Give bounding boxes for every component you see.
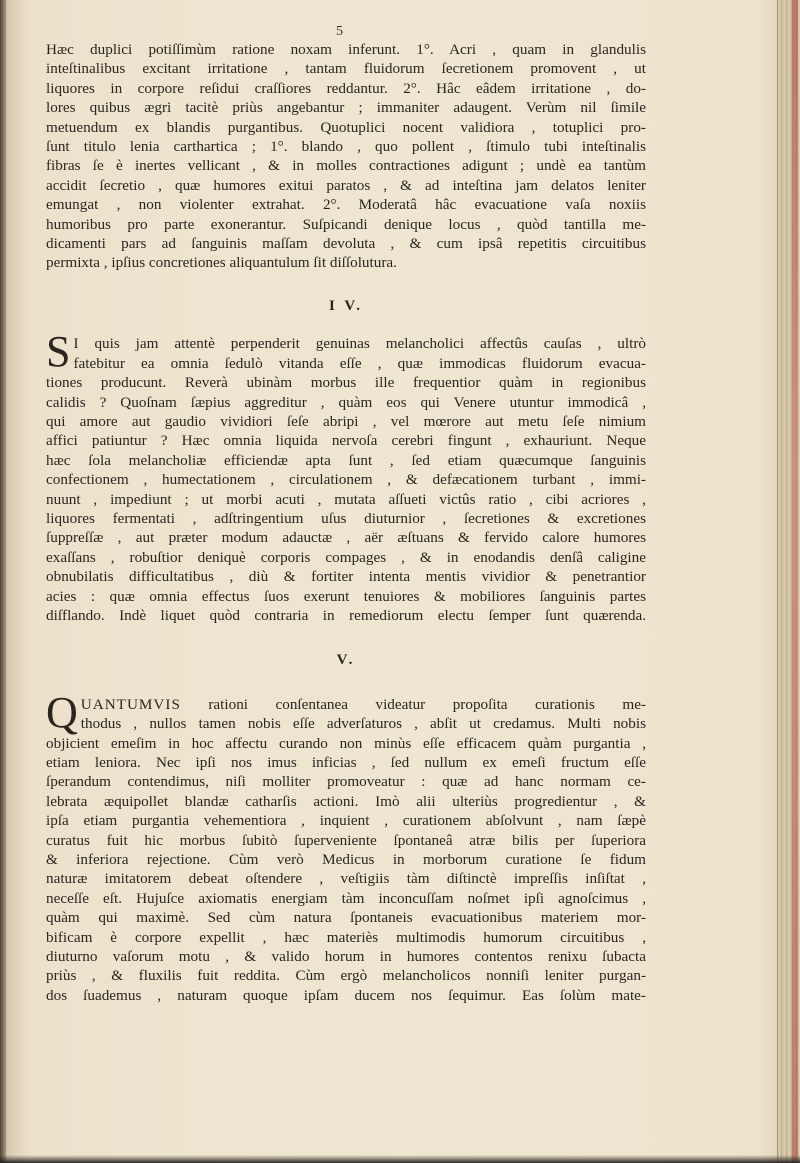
page-body: [46, 26, 646, 1005]
text-line: neceſſe eſt. Hujuſce axiomatis energiam tàm inconcuſſam noſmet ipſi agnoſcimus ,: [46, 889, 646, 907]
section-paragraph-3: [46, 687, 646, 1006]
page-edges: [777, 0, 800, 1163]
text-line: humoribus pro parte exonerantur. Suſpicandi denique locus , quòd tantilla me-: [46, 215, 646, 233]
text-line: fibras ſe è inertes vellicant , & in molles contractiones adigunt ; undè ea tantùm: [46, 157, 646, 175]
text-line: naturæ imitatorem debeat oſtendere , veſtigiis tàm diſtinctè impreſſis inſiſtat ,: [46, 870, 646, 888]
drop-cap: Q: [46, 687, 78, 737]
text-line: qui amore aut gaudio vividiori ſeſe abripi , vel mœrore aut metu ſeſe nimium: [46, 412, 646, 430]
text-line: priùs , & fluxilis fuit reddita. Cùm ergò melancholicos nonniſi leniter purgan-: [46, 967, 646, 985]
text-line: confectionem , humectationem , circulationem , & defæcationem turbant , immi-: [46, 471, 646, 489]
text-line: nuunt , impediunt ; ut morbi acuti , mutata aſſueti victûs ratio , cibi acriores ,: [46, 490, 646, 508]
text-line: etiam leniora. Nec ipſi nos imus inficias , ſed nullum ex emeſi fructum eſſe: [46, 754, 646, 771]
text-line: permixta , ipſius concretiones aliquantulum ſit diſſolutura.: [46, 254, 397, 272]
text-line: diſflando. Indè liquet quòd contraria in remediorum electu ſemper ſunt quærenda.: [46, 606, 646, 624]
text-line: acies : quæ omnia effectus ſuos exerunt tenuiores & mobiliores ſanguinis partes: [46, 587, 646, 605]
text-line: ſperandum contendimus, niſi molliter promoveatur : quæ ad hanc normam ce-: [46, 773, 646, 791]
text-line: bificam è corpore expellit , hæc materiès multimodis humorum circuitibus ,: [46, 928, 646, 946]
page-bottom-shadow: [0, 1155, 800, 1163]
section-paragraph-1: [46, 40, 646, 273]
book-spine-shadow: [0, 0, 6, 1163]
text-line: lebrata æquipollet blandæ catharſis actioni. Imò alii ulteriùs progredientur , &: [46, 792, 646, 810]
text-line: fatebitur ea omnia ſedulò vitanda eſſe , quæ immodicas fluidorum evacua-: [73, 354, 646, 372]
section-paragraph-2: [46, 327, 646, 625]
text-line: diuturno vaſorum motu , & valido horum in humores contentos renixu ſubacta: [46, 948, 646, 966]
text-line: obnubilatis difficultatibus , diù & fortiter intenta mentis vividior & penetrantior: [46, 568, 646, 586]
text-line: exaſſans , robuſtior deniquè corporis compages , & in enodandis denſâ caligine: [46, 548, 646, 566]
text-line: liquores fermentati , adſtringentium uſus diuturnior , ſecretiones & excretiones: [46, 509, 646, 527]
text-line: thodus , nullos tamen nobis eſſe adverſaturos , abſit ut credamus. Multi nobis: [80, 715, 646, 733]
text-line: ipſa etiam purgantia vehementiora , inquient , curationem abſolvunt , nam ſæpè: [46, 812, 646, 830]
opening-word: UANTUMVIS: [80, 695, 181, 713]
text-line: Hæc duplici potiſſimùm ratione noxam inferunt. 1°. Acri , quam in glandulis: [46, 41, 646, 58]
text-line: lores quibus ægri tacitè priùs angebantur ; immaniter adaugent. Verùm nil ſimile: [46, 99, 646, 117]
text-line: emungat , non violenter extrahat. 2°. Moderatâ hâc evacuatione vaſa noxiis: [46, 196, 646, 214]
page-number: 5: [336, 24, 343, 39]
text-line: curatus fuit hic morbus ſubitò ſuperveniente ſpontaneâ atræ bilis per ſuperiora: [46, 831, 646, 849]
text-line: dos ſuademus , naturam quoque ipſam ducem nos ſequimur. Eas ſolùm mate-: [46, 986, 646, 1004]
text-line: liquores in corpore reſidui craſſiores reddantur. 2°. Hâc eâdem irritatione , do-: [46, 79, 646, 97]
text-line: dicamenti pars ad ſanguinis maſſam devoluta , & cum ipsâ repetitis circuitibus: [46, 235, 646, 253]
text-fragment: rationi conſentanea videatur propoſita curationis me-: [180, 695, 646, 713]
text-line: objicient emeſim in hoc affectu curando non minùs eſſe efficacem quàm purgantia ,: [46, 734, 646, 752]
text-line: & inferiora rejectione. Cùm verò Medicus in morborum curatione ſe fidum: [46, 851, 646, 869]
text-line: [46, 695, 646, 714]
text-line: metuendum ex blandis purgantibus. Quotuplici nocent validiora , totuplici pro-: [46, 118, 646, 136]
drop-cap: S: [46, 327, 71, 377]
text-line: I quis jam attentè perpenderit genuinas melancholici affectûs cauſas , ultrò: [73, 335, 646, 353]
section-heading-v: V.: [336, 652, 356, 669]
text-line: accidit ſecretio , quæ humores exitui paratos , & ad inteſtina jam delatos leniter: [46, 176, 646, 194]
text-line: tiones producunt. Reverà ubinàm morbus ille frequentior quàm in regionibus: [46, 374, 646, 392]
text-line: ſuppreſſæ , aut præter modum adauctæ , aër æſtuans & fervido calore humores: [46, 529, 646, 547]
text-line: inteſtinalibus excitant irritatione , tantam fluidorum ſecretionem promovent , ut: [46, 60, 646, 78]
section-heading-iv: I V.: [329, 297, 363, 314]
text-line: quàm qui maximè. Sed cùm natura ſpontaneis evacuationibus materiem mor-: [46, 909, 646, 927]
text-line: calidis ? Quoſnam ſæpius aggreditur , quàm eos qui Venere utuntur immodicâ ,: [46, 393, 646, 411]
text-line: ſunt titulo lenia carthartica ; 1°. blando , quo pollent , ſtimulo tubi inteſtinalis: [46, 138, 646, 156]
text-line: affici patiuntur ? Hæc omnia liquida nervoſa cerebri fingunt , exhauriunt. Neque: [46, 432, 646, 450]
text-line: hæc ſola melancholiæ efficiendæ apta ſunt , ſed etiam quæcumque ſanguinis: [46, 451, 646, 469]
